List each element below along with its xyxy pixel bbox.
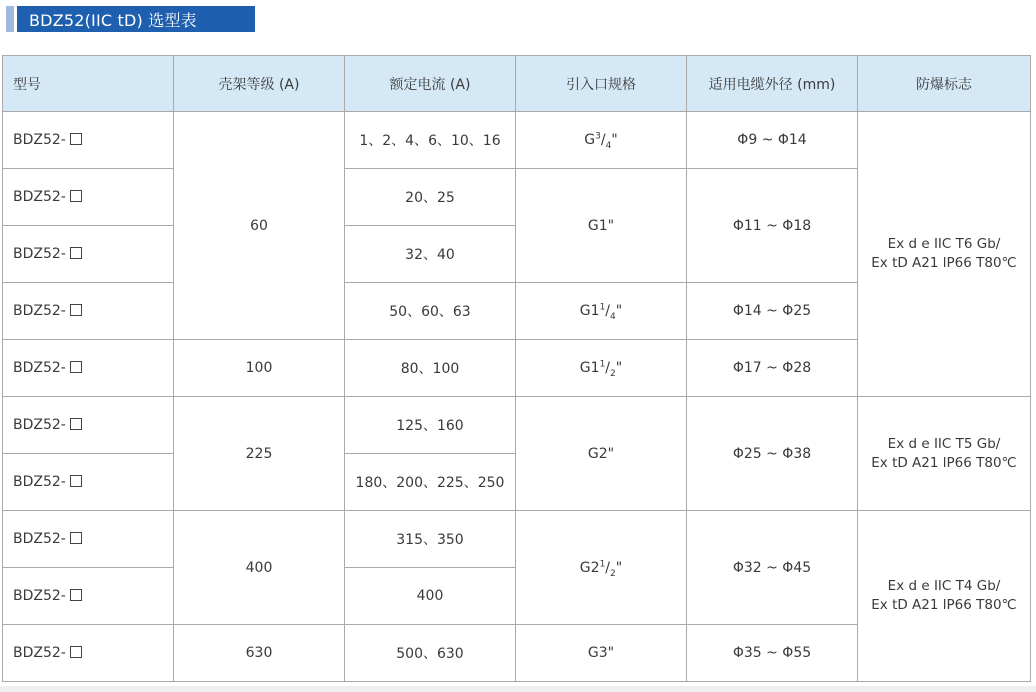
cable-cell: Φ32 ~ Φ45 — [687, 511, 858, 625]
frame-cell: 400 — [174, 511, 345, 625]
current-cell: 1、2、4、6、10、16 — [345, 112, 516, 169]
model-cell — [3, 568, 174, 625]
model-cell — [3, 454, 174, 511]
current-cell: 125、160 — [345, 397, 516, 454]
model-text: BDZ52- — [13, 645, 66, 661]
table-row — [3, 112, 1031, 169]
header-model: 型号 — [3, 56, 174, 112]
entry-cell: G2" — [516, 397, 687, 511]
cable-cell: Φ14 ~ Φ25 — [687, 283, 858, 340]
entry-cell: $G^3/_4$" — [516, 112, 687, 169]
model-cell — [3, 625, 174, 682]
model-text: BDZ52- — [13, 531, 66, 547]
frame-cell: 225 — [174, 397, 345, 511]
header-frame: 壳架等级 (A) — [174, 56, 345, 112]
header-entry-spec: 引入口规格 — [516, 56, 687, 112]
ex-mark-cell: Ex d e IIC T4 Gb/ Ex tD A21 lP66 T80℃ — [858, 511, 1031, 682]
blank-box-icon — [70, 304, 82, 316]
table-header-row — [3, 56, 1031, 112]
model-text: BDZ52- — [13, 588, 66, 604]
model-text: BDZ52- — [13, 246, 66, 262]
blank-box-icon — [70, 190, 82, 202]
header-cable-diameter: 适用电缆外径 (mm) — [687, 56, 858, 112]
current-cell: 50、60、63 — [345, 283, 516, 340]
current-cell: 180、200、225、250 — [345, 454, 516, 511]
model-cell — [3, 226, 174, 283]
blank-box-icon — [70, 133, 82, 145]
model-text: BDZ52- — [13, 132, 66, 148]
current-cell: 315、350 — [345, 511, 516, 568]
model-text: BDZ52- — [13, 417, 66, 433]
blank-box-icon — [70, 589, 82, 601]
section-title: BDZ52(IIC tD) 选型表 — [17, 6, 255, 32]
model-text: BDZ52- — [13, 474, 66, 490]
model-cell — [3, 283, 174, 340]
title-accent-block — [6, 6, 14, 32]
current-cell: 80、100 — [345, 340, 516, 397]
model-cell — [3, 340, 174, 397]
blank-box-icon — [70, 361, 82, 373]
table-row — [3, 511, 1031, 568]
current-cell: 20、25 — [345, 169, 516, 226]
cable-cell: Φ17 ~ Φ28 — [687, 340, 858, 397]
model-cell — [3, 511, 174, 568]
entry-cell: $G2^1/_2$" — [516, 511, 687, 625]
model-cell — [3, 169, 174, 226]
entry-cell: $G1^1/_2$" — [516, 340, 687, 397]
cable-cell: Φ35 ~ Φ55 — [687, 625, 858, 682]
current-cell: 400 — [345, 568, 516, 625]
frame-cell: 60 — [174, 112, 345, 340]
section-title-bar — [6, 6, 255, 32]
selection-table — [2, 55, 1031, 682]
frame-cell: 100 — [174, 340, 345, 397]
cable-cell: Φ11 ~ Φ18 — [687, 169, 858, 283]
blank-box-icon — [70, 646, 82, 658]
header-rated-current: 额定电流 (A) — [345, 56, 516, 112]
current-cell: 32、40 — [345, 226, 516, 283]
blank-box-icon — [70, 532, 82, 544]
entry-cell: G1" — [516, 169, 687, 283]
bottom-divider — [0, 686, 1036, 692]
model-text: BDZ52- — [13, 303, 66, 319]
blank-box-icon — [70, 475, 82, 487]
blank-box-icon — [70, 247, 82, 259]
cable-cell: Φ25 ~ Φ38 — [687, 397, 858, 511]
table-row — [3, 397, 1031, 454]
entry-cell: G3" — [516, 625, 687, 682]
model-cell — [3, 397, 174, 454]
current-cell: 500、630 — [345, 625, 516, 682]
ex-mark-cell: Ex d e IIC T5 Gb/ Ex tD A21 lP66 T80℃ — [858, 397, 1031, 511]
blank-box-icon — [70, 418, 82, 430]
cable-cell: Φ9 ~ Φ14 — [687, 112, 858, 169]
header-ex-marking: 防爆标志 — [858, 56, 1031, 112]
model-text: BDZ52- — [13, 360, 66, 376]
entry-cell: $G1^1/_4$" — [516, 283, 687, 340]
ex-mark-cell: Ex d e IIC T6 Gb/ Ex tD A21 lP66 T80℃ — [858, 112, 1031, 397]
model-text: BDZ52- — [13, 189, 66, 205]
frame-cell: 630 — [174, 625, 345, 682]
model-cell — [3, 112, 174, 169]
